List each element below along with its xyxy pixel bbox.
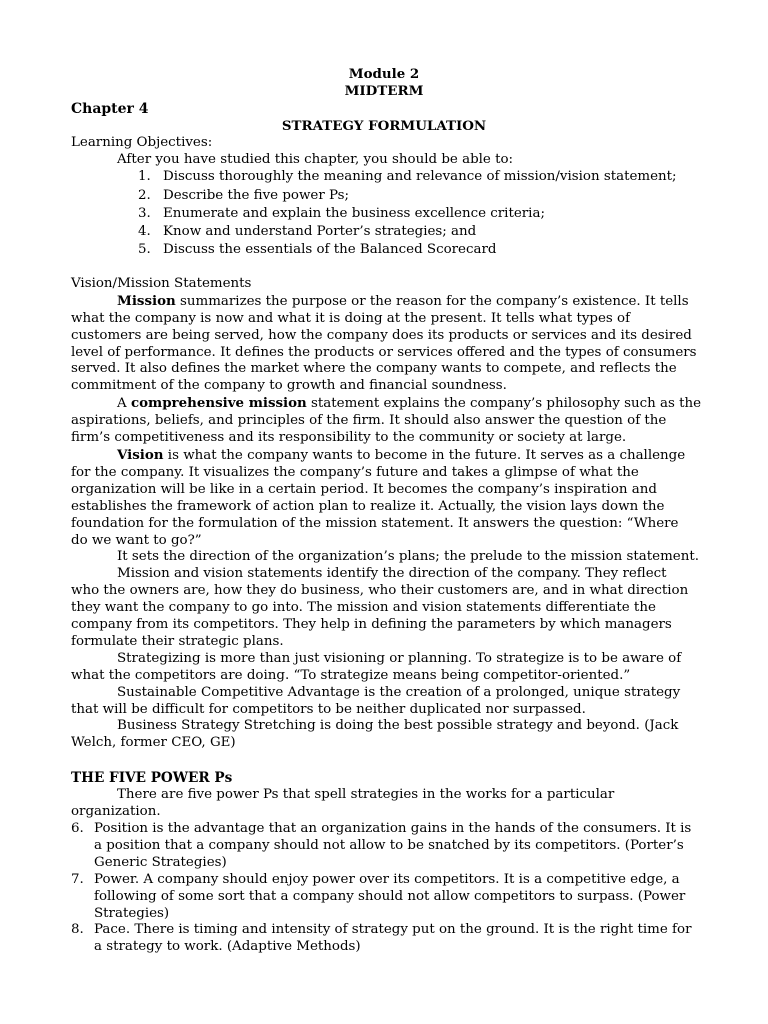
list-item: 6. Position is the advantage that an organization gains in the hands of the consumers. It is a position that a company should not allow to be snatched by its competitors. (Porter’s Generic Strategies) (71, 821, 692, 870)
comprehensive-mission-paragraph: A comprehensive mission statement explains the company’s philosophy such as the aspirations, beliefs, and principles of the firm. It should also answer the question of the firm’s competitiveness and its responsibility to the community or society at large. (71, 395, 702, 446)
comprehensive-mission-term: comprehensive mission (130, 395, 307, 412)
mission-paragraph: Mission summarizes the purpose or the reason for the company’s existence. It tells what the company is now and what it is doing at the present. It tells what types of customers are being served, how the company does its products or services and its desired level of performance. It defines the products or services offered and the types of consumers served. It also defines the market where the company wants to compete, and reflects the commitment of the company to growth and financial soundness. (71, 292, 697, 394)
objectives-intro: After you have studied this chapter, you should be able to: (117, 151, 514, 167)
identify-paragraph: Mission and vision statements identify the direction of the company. They reflect who the owners are, how they do business, who their customers are, and in what direction they want the company to go into. The mission and vision statements differentiate the company from its competitors. They help in defining the parameters by which managers formulate their strategic plans. (71, 566, 689, 649)
list-item: 7. Power. A company should enjoy power over its competitors. It is a competitive edge, a following of some sort that a company should not allow competitors to surpass. (Power Strategies) (71, 871, 686, 921)
strategize-paragraph: Strategizing is more than just visioning or planning. To strategize is to be aware of what the competitors are doing. “To strategize means being competitor-oriented.” (71, 650, 682, 683)
list-item: 3. Enumerate and explain the business excellence criteria; (138, 205, 545, 221)
list-item: 2. Describe the five power Ps; (138, 187, 350, 203)
direction-paragraph: It sets the direction of the organization’s plans; the prelude to the mission statement. (117, 549, 699, 565)
five-power-intro: There are five power Ps that spell strategies in the works for a particular organization. (71, 787, 615, 820)
list-item: 4. Know and understand Porter’s strategies; and (138, 223, 477, 239)
five-power-list (71, 821, 697, 956)
list-item: 8. Pace. There is timing and intensity of strategy put on the ground. It is the right time for a strategy to work. (Adaptive Methods) (71, 922, 692, 955)
sca-paragraph: Sustainable Competitive Advantage is the creation of a prolonged, unique strategy that will be difficult for competitors to be neither duplicated nor surpassed. (71, 684, 681, 717)
term-heading: MIDTERM (344, 82, 424, 99)
chapter-heading: Chapter 4 (71, 100, 149, 117)
list-item: 1. Discuss thoroughly the meaning and relevance of mission/vision statement; (138, 169, 677, 185)
objectives-heading: Learning Objectives: (71, 134, 213, 150)
stretch-paragraph: Business Strategy Stretching is doing the best possible strategy and beyond. (Jack Welch, former CEO, GE) (71, 718, 679, 751)
five-power-heading: THE FIVE POWER Ps (71, 770, 233, 787)
vision-paragraph: Vision is what the company wants to become in the future. It serves as a challenge for the company. It visualizes the company’s future and takes a glimpse of what the organization will be like in a certain period. It becomes the company’s inspiration and establishes the framework of action plan to realize it. Actually, the vision lays down the foundation for the formulation of the mission statement. It answers the question: “Where do we want to go?” (71, 446, 686, 548)
chapter-title: STRATEGY FORMULATION (281, 117, 487, 134)
module-heading: Module 2 (348, 66, 420, 82)
vision-term: Vision (117, 446, 164, 463)
vision-mission-heading: Vision/Mission Statements (71, 275, 252, 291)
list-item: 5. Discuss the essentials of the Balanced Scorecard (138, 241, 497, 257)
mission-term: Mission (117, 292, 176, 309)
document-page (71, 62, 702, 956)
objectives-list (71, 168, 697, 258)
